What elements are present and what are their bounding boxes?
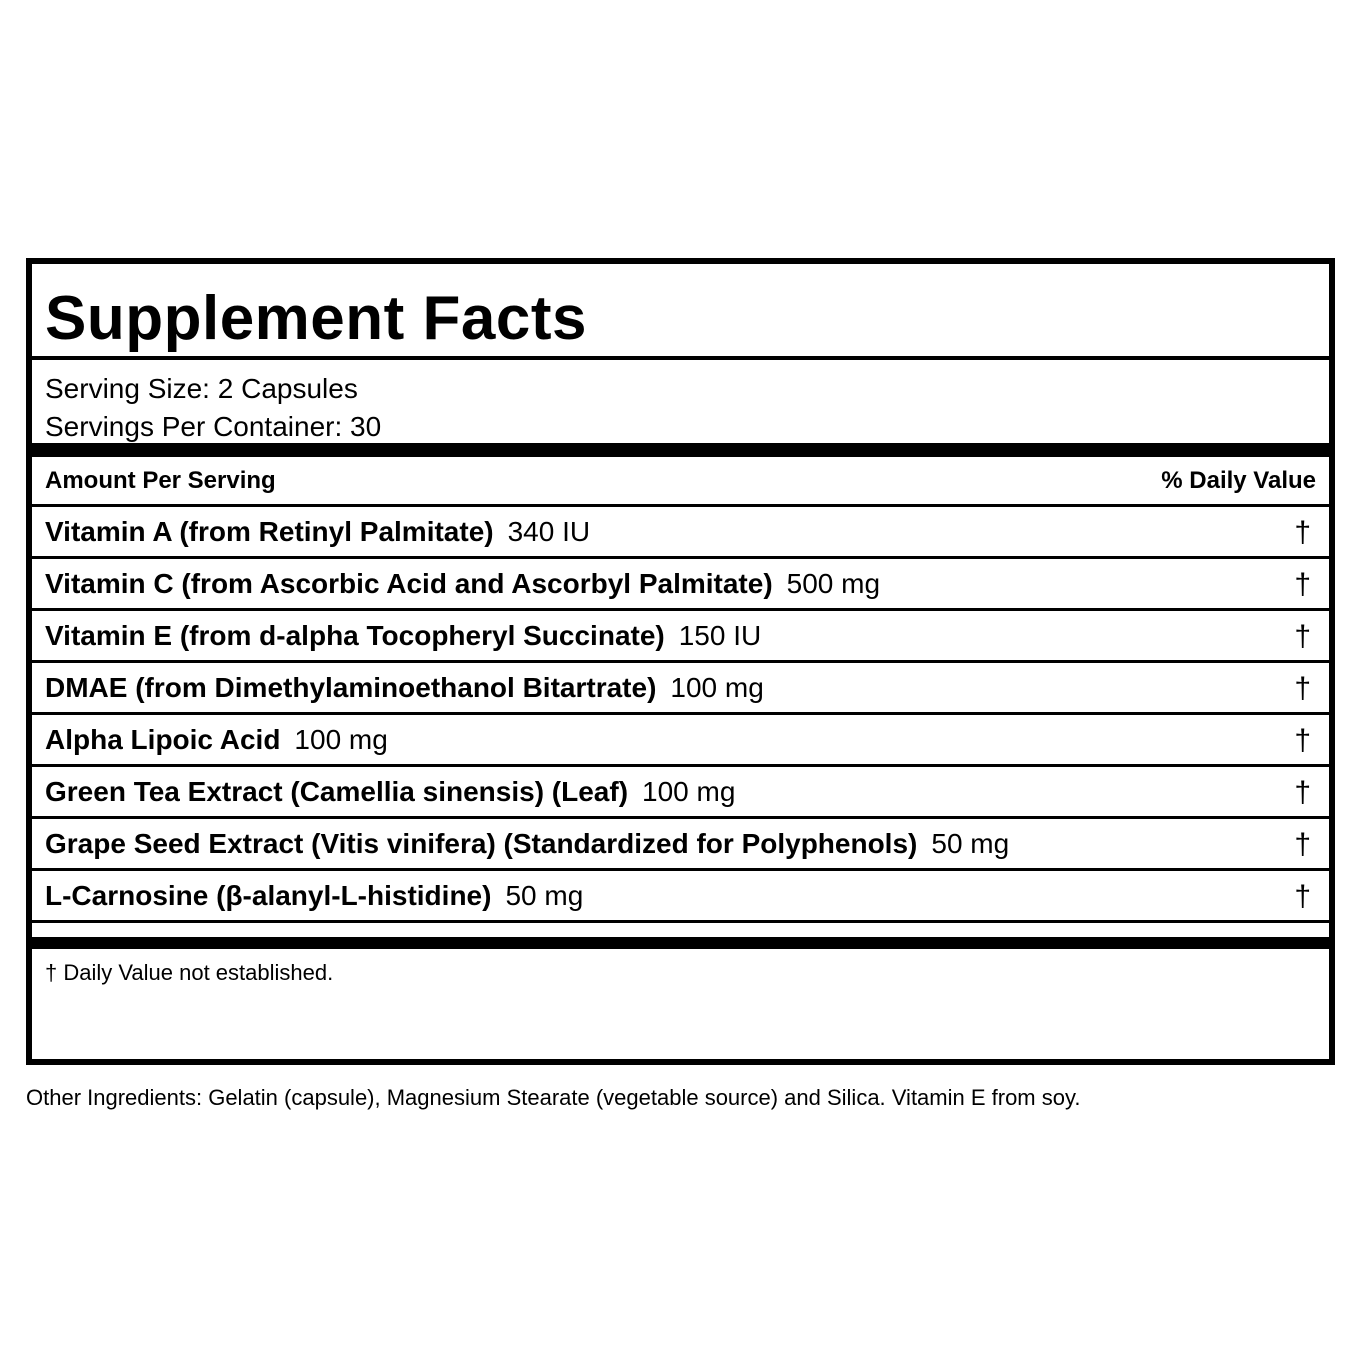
nutrient-row xyxy=(32,663,1329,715)
dagger-symbol: † xyxy=(1294,880,1311,913)
nutrient-amount: 500 mg xyxy=(786,568,881,599)
daily-value-header: % Daily Value xyxy=(1161,467,1316,494)
column-header-row xyxy=(32,459,1329,507)
thick-divider xyxy=(32,923,1329,949)
nutrient-name: Vitamin E (from d-alpha Tocopheryl Succinate) xyxy=(45,620,665,651)
nutrient-row xyxy=(32,507,1329,559)
nutrient-name: Alpha Lipoic Acid xyxy=(45,724,281,755)
nutrient-row xyxy=(32,767,1329,819)
title-row xyxy=(32,264,1329,360)
dagger-symbol: † xyxy=(1294,672,1311,705)
dagger-symbol: † xyxy=(1294,516,1311,549)
nutrient-name: Green Tea Extract (Camellia sinensis) (Leaf) xyxy=(45,776,629,807)
dagger-symbol: † xyxy=(1294,776,1311,809)
nutrient-amount: 50 mg xyxy=(505,880,584,911)
nutrient-name: L-Carnosine (β-alanyl-L-histidine) xyxy=(45,880,492,911)
supplement-facts-panel xyxy=(26,258,1335,1065)
footnote-block xyxy=(32,949,1329,1043)
panel-title: Supplement Facts xyxy=(45,284,587,353)
serving-info xyxy=(32,360,1329,457)
servings-per-container: Servings Per Container: 30 xyxy=(45,411,382,442)
nutrient-row xyxy=(32,819,1329,871)
nutrient-name: Vitamin A (from Retinyl Palmitate) xyxy=(45,516,494,547)
nutrient-name: Grape Seed Extract (Vitis vinifera) (Standardized for Polyphenols) xyxy=(45,828,918,859)
nutrient-row xyxy=(32,871,1329,923)
nutrient-name: DMAE (from Dimethylaminoethanol Bitartrate) xyxy=(45,672,657,703)
nutrient-row xyxy=(32,715,1329,767)
nutrient-name: Vitamin C (from Ascorbic Acid and Ascorbyl Palmitate) xyxy=(45,568,773,599)
serving-size: Serving Size: 2 Capsules xyxy=(45,373,358,404)
nutrient-amount: 150 IU xyxy=(678,620,762,651)
nutrient-row xyxy=(32,559,1329,611)
nutrient-row xyxy=(32,611,1329,663)
dagger-symbol: † xyxy=(1294,724,1311,757)
footnote-text: † Daily Value not established. xyxy=(45,960,334,985)
dagger-symbol: † xyxy=(1294,828,1311,861)
other-ingredients: Other Ingredients: Gelatin (capsule), Magnesium Stearate (vegetable source) and Silica. Vitamin E from soy. xyxy=(26,1085,1081,1110)
nutrient-amount: 100 mg xyxy=(670,672,764,703)
amount-per-serving-header: Amount Per Serving xyxy=(45,467,276,494)
nutrient-amount: 100 mg xyxy=(642,776,736,807)
nutrient-amount: 340 IU xyxy=(507,516,591,547)
nutrient-amount: 100 mg xyxy=(294,724,388,755)
dagger-symbol: † xyxy=(1294,568,1311,601)
dagger-symbol: † xyxy=(1294,620,1311,653)
nutrient-amount: 50 mg xyxy=(931,828,1010,859)
